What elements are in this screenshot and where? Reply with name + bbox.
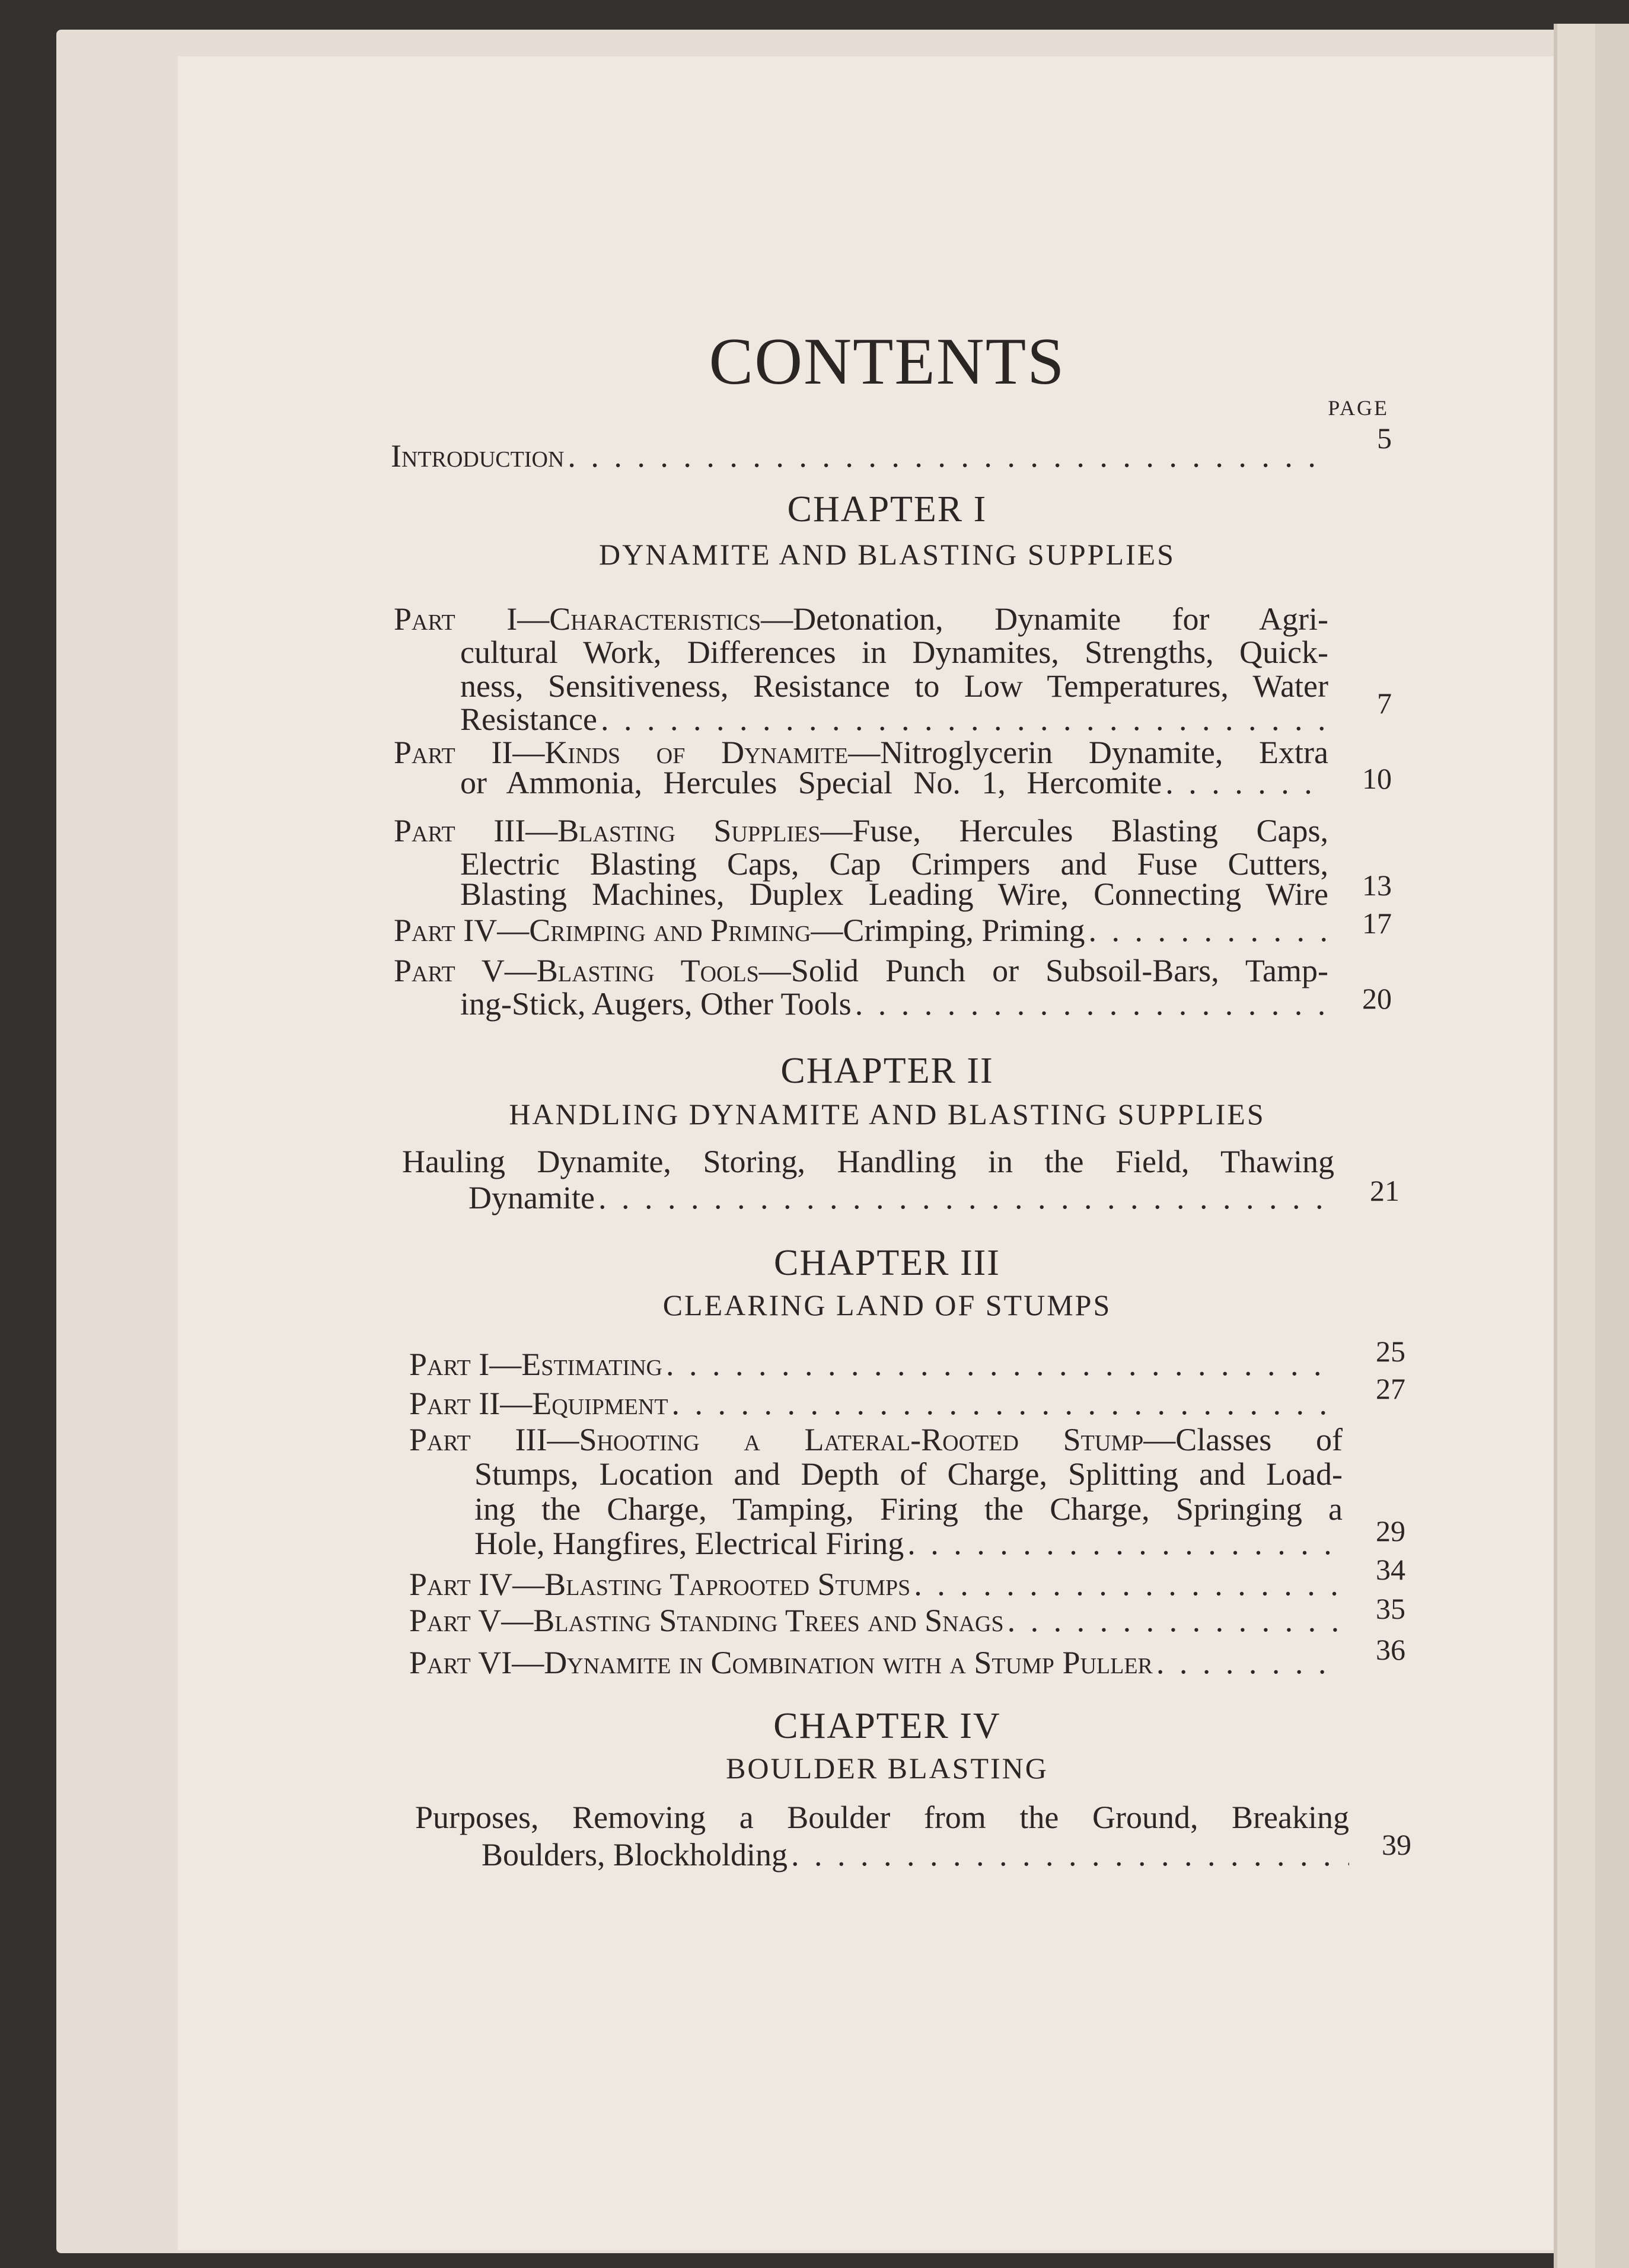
dot-leader xyxy=(666,1345,1337,1383)
page-edge-shadow xyxy=(1595,24,1629,2268)
dot-leader xyxy=(568,437,1328,475)
page-number: 34 xyxy=(1376,1553,1405,1586)
page-title: CONTENTS xyxy=(709,325,1066,398)
page-number: 10 xyxy=(1362,762,1392,795)
chapter-heading: CHAPTER I xyxy=(787,489,987,529)
dot-leader xyxy=(601,700,1328,738)
page-number: 39 xyxy=(1382,1828,1411,1861)
page-number: 36 xyxy=(1376,1633,1405,1666)
toc-entry-line: Part II—Kinds of Dynamite—Nitroglycerin Dynamite, Extra xyxy=(394,735,1328,770)
toc-entry-line: Part III—Shooting a Lateral-Rooted Stump—Classes of xyxy=(409,1422,1343,1457)
dot-leader xyxy=(598,1179,1334,1217)
chapter-subtitle: CLEARING LAND OF STUMPS xyxy=(662,1288,1112,1322)
toc-entry-line: Part III—Blasting Supplies—Fuse, Hercules Blasting Caps, xyxy=(394,813,1328,848)
toc-entry-line: Stumps, Location and Depth of Charge, Splitting and Load- xyxy=(474,1456,1343,1492)
toc-entry-line: Part V—Blasting Tools—Solid Punch or Subsoil-Bars, Tamp- xyxy=(394,953,1329,988)
toc-entry-line: Part I—Characteristics—Detonation, Dynamite for Agri- xyxy=(394,601,1328,637)
chapter-subtitle: HANDLING DYNAMITE AND BLASTING SUPPLIES xyxy=(509,1098,1265,1131)
toc-entry-line: Electric Blasting Caps, Cap Crimpers and Fuse Cutters, xyxy=(460,846,1328,882)
page-number: 21 xyxy=(1370,1174,1400,1207)
chapter-heading: CHAPTER II xyxy=(780,1051,994,1091)
toc-entry-line: or Ammonia, Hercules Special No. 1, Hercomite . . . xyxy=(460,764,1328,802)
toc-entry-line: cultural Work, Differences in Dynamites, Strengths, Quick- xyxy=(460,634,1328,670)
page-number: 7 xyxy=(1377,687,1392,720)
toc-entry-line: ing the Charge, Tamping, Firing the Charge, Springing a xyxy=(474,1491,1343,1527)
page-number: 20 xyxy=(1362,982,1392,1015)
dot-leader xyxy=(1156,1644,1337,1682)
toc-entry-line: Part VI—Dynamite in Combination with a Stump Puller . . . xyxy=(409,1644,1337,1682)
toc-entry-line: Purposes, Removing a Boulder from the Ground, Breaking xyxy=(415,1800,1349,1835)
dot-leader xyxy=(1088,911,1328,949)
page-number: 29 xyxy=(1376,1514,1405,1548)
page-column-label: PAGE xyxy=(1328,396,1389,420)
chapter-subtitle: BOULDER BLASTING xyxy=(726,1752,1048,1785)
toc-entry-line: Part I—Estimating . . . xyxy=(409,1345,1337,1383)
toc-entry-line: Part IV—Blasting Taprooted Stumps . . . xyxy=(409,1565,1337,1603)
toc-entry-line: ness, Sensitiveness, Resistance to Low Temperatures, Water xyxy=(460,668,1328,704)
toc-entry-line: Dynamite . . . xyxy=(468,1179,1334,1217)
page-number: 17 xyxy=(1362,907,1392,940)
page-number: 5 xyxy=(1377,422,1392,455)
toc-entry-line: Part IV—Crimping and Priming— Crimping, Priming . . . xyxy=(394,911,1328,949)
dot-leader xyxy=(907,1524,1337,1562)
toc-entry-line: Part V—Blasting Standing Trees and Snags . . . xyxy=(409,1602,1337,1639)
toc-entry-line: Hole, Hangfires, Electrical Firing . . . xyxy=(474,1524,1337,1562)
dot-leader xyxy=(672,1385,1337,1422)
dot-leader xyxy=(791,1836,1349,1874)
chapter-subtitle: DYNAMITE AND BLASTING SUPPLIES xyxy=(599,538,1175,571)
toc-entry-introduction xyxy=(391,437,1328,475)
dot-leader xyxy=(914,1565,1337,1603)
dot-leader xyxy=(855,985,1328,1023)
page-number: 13 xyxy=(1362,869,1392,902)
page-number: 27 xyxy=(1376,1372,1405,1405)
toc-entry-line: Boulders, Blockholding . . . xyxy=(482,1836,1349,1874)
page-number: 35 xyxy=(1376,1592,1405,1625)
dot-leader xyxy=(1008,1602,1337,1639)
toc-entry-line: Hauling Dynamite, Storing, Handling in the Field, Thawing xyxy=(402,1144,1334,1179)
toc-entry-line: Resistance . . . xyxy=(460,700,1328,738)
chapter-heading: CHAPTER III xyxy=(774,1243,1000,1283)
entry-label: Introduction xyxy=(391,438,565,474)
chapter-heading: CHAPTER IV xyxy=(773,1706,1001,1746)
toc-entry-line: ing-Stick, Augers, Other Tools . . . xyxy=(460,985,1328,1023)
toc-entry-line: Part II—Equipment . . . xyxy=(409,1385,1337,1422)
page-number: 25 xyxy=(1376,1335,1405,1368)
dot-leader xyxy=(1165,764,1328,802)
toc-entry-line: Blasting Machines, Duplex Leading Wire, Connecting Wire xyxy=(460,876,1328,912)
